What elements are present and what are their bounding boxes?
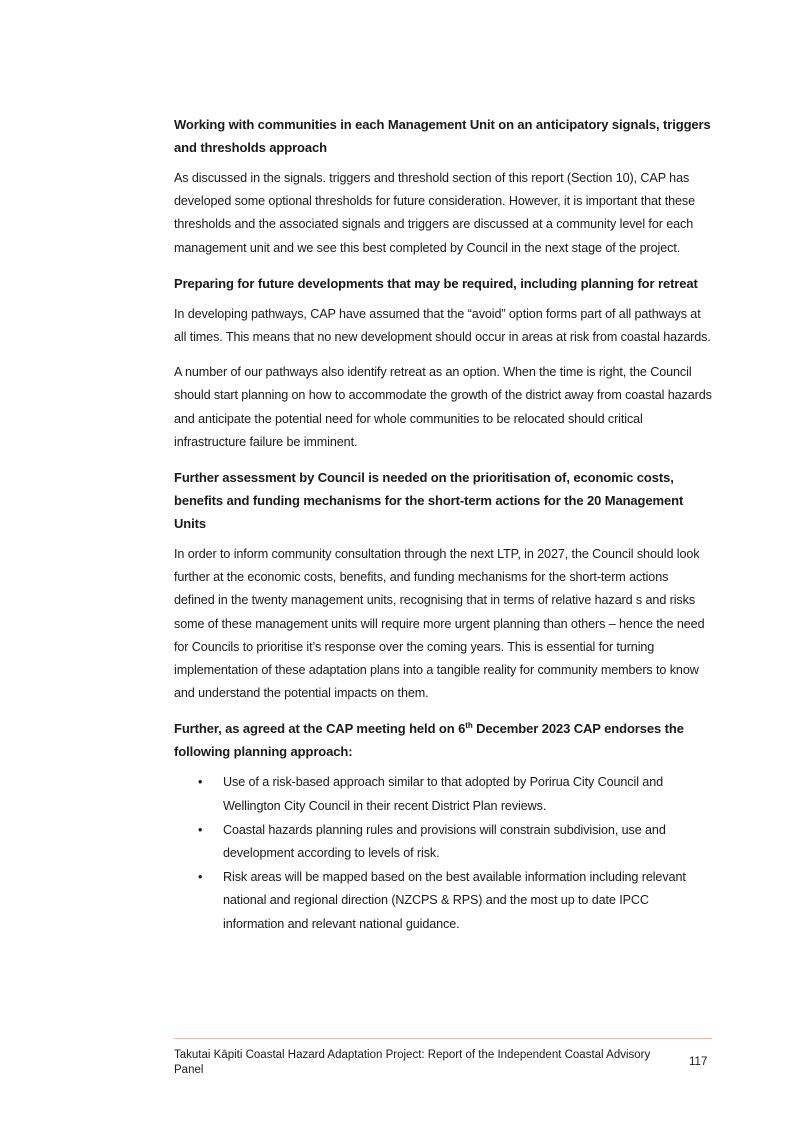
list-item-text: Coastal hazards planning rules and provisions will constrain subdivision, use and development according to levels of risk. <box>223 822 666 861</box>
section-heading-assessment: Further assessment by Council is needed on the prioritisation of, economic costs, benefits and funding mechanisms for the short-term actions for the 20 Management Units <box>174 470 684 532</box>
planning-approach-heading <box>174 717 712 763</box>
section-heading-signals: Working with communities in each Management Unit on an anticipatory signals, triggers and thresholds approach <box>174 117 711 155</box>
list-item-text: Risk areas will be mapped based on the best available information including relevant national and regional direction (NZCPS & RPS) and the most up to date IPCC information and relevant national guidance. <box>223 870 686 931</box>
bullet-icon: • <box>198 870 203 885</box>
planning-approach-heading-start: Further, as agreed at the CAP meeting held on 6 <box>174 721 466 737</box>
paragraph-assessment: In order to inform community consultation through the next LTP, in 2027, the Council should look further at the economic costs, benefits, and funding mechanisms for the short-term actions defined in the twenty management units, recognising that in terms of relative hazard s and risks some of these management units will require more urgent planning than others – hence the need for Councils to prioritise it’s response over the coming years. This is essential for turning implementation of these adaptation plans into a tangible reality for community members to know and understand the potential impacts on them. <box>174 547 705 701</box>
paragraph-avoid: In developing pathways, CAP have assumed that the “avoid” option forms part of all pathways at all times. This means that no new development should occur in areas at risk from coastal hazards. <box>174 306 711 345</box>
bullet-icon: • <box>198 775 203 790</box>
list-item <box>174 866 712 936</box>
ordinal-suffix: th <box>465 721 473 731</box>
planning-approach-heading-end: December 2023 CAP endorses the following planning approach: <box>174 721 684 760</box>
document-body <box>174 113 712 937</box>
paragraph-retreat: A number of our pathways also identify retreat as an option. When the time is right, the Council should start planning on how to accommodate the growth of the district away from coastal hazards and anticipate the potential need for whole communities to be relocated should critical infrastructure failure be imminent. <box>174 365 712 449</box>
footer-divider <box>174 1038 712 1039</box>
paragraph-signals: As discussed in the signals. triggers and threshold section of this report (Section 10), CAP has developed some optional thresholds for future consideration. However, it is important that these thresholds and the associated signals and triggers are discussed at a community level for each management unit and we see this best completed by Council in the next stage of the project. <box>174 171 696 255</box>
list-item <box>174 819 712 865</box>
list-item <box>174 771 712 817</box>
section-heading-retreat: Preparing for future developments that may be required, including planning for retreat <box>174 275 698 291</box>
planning-approach-list <box>174 771 712 935</box>
bullet-icon: • <box>198 822 203 837</box>
footer-title: Takutai Kāpiti Coastal Hazard Adaptation Project: Report of the Independent Coastal Advisory Panel <box>174 1049 651 1076</box>
list-item-text: Use of a risk-based approach similar to that adopted by Porirua City Council and Wellington City Council in their recent District Plan reviews. <box>223 775 664 813</box>
page-number: 117 <box>689 1056 708 1068</box>
